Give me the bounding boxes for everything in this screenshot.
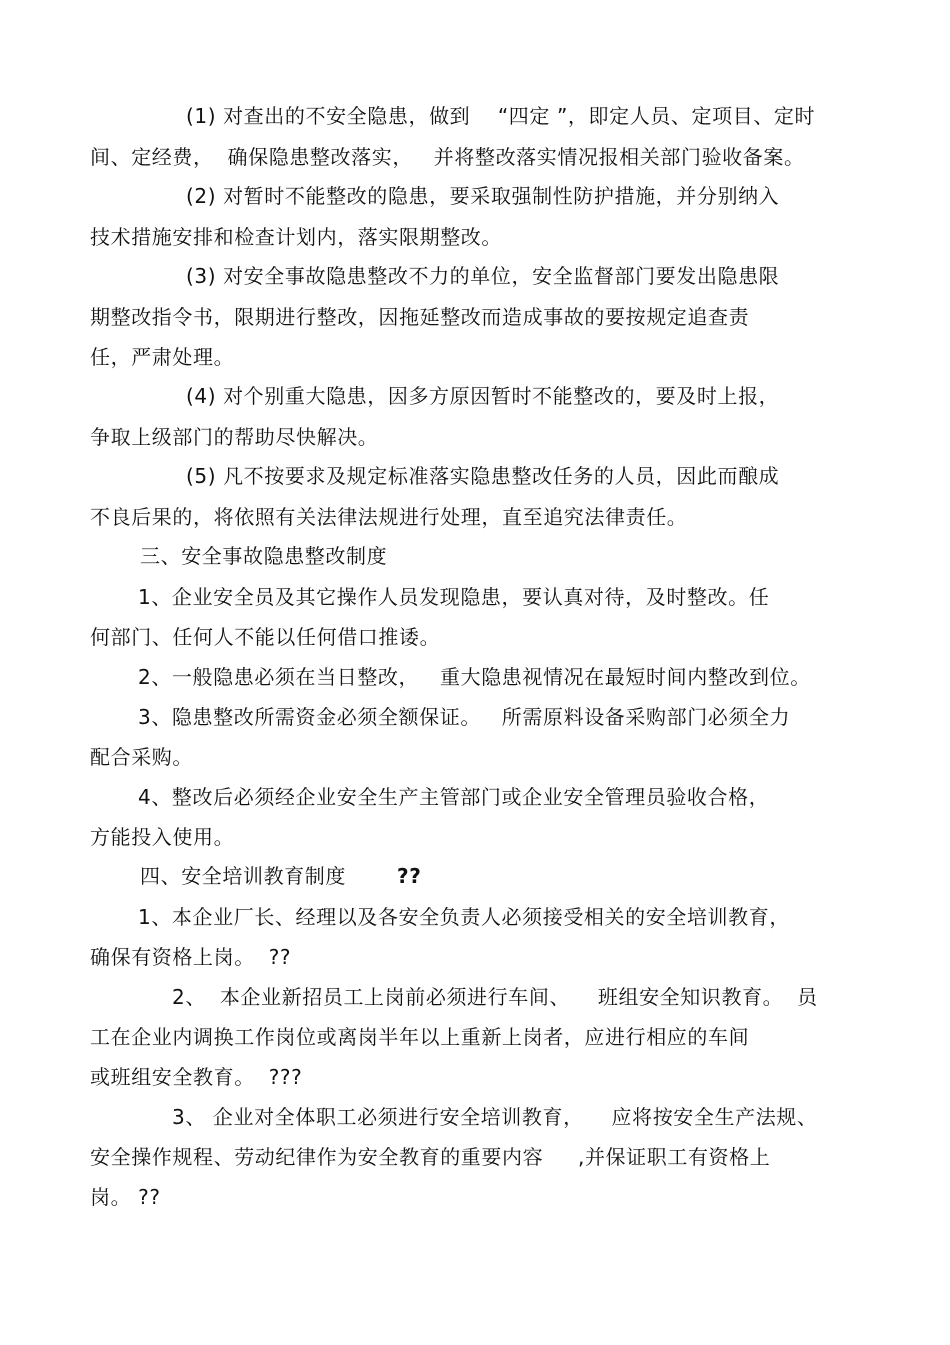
- text-line: 工在企业内调换工作岗位或离岗半年以上重新上岗者，应进行相应的车间: [90, 1025, 750, 1049]
- text-line: (4) 对个别重大隐患，因多方原因暂时不能整改的，要及时上报，: [186, 384, 780, 408]
- text-line: 3、 企业对全体职工必须进行安全培训教育， 应将按安全生产法规、: [172, 1105, 818, 1129]
- text-line: 岗。 ??: [90, 1185, 161, 1209]
- text-line: (1) 对查出的不安全隐患，做到 “四定 ”，即定人员、定项目、定时: [186, 104, 816, 128]
- section-heading: 三、安全事故隐患整改制度: [140, 544, 388, 568]
- text-line: 方能投入使用。: [90, 825, 235, 849]
- text-line: 2、 本企业新招员工上岗前必须进行车间、 班组安全知识教育。 员: [172, 985, 818, 1009]
- text-line: 1、本企业厂长、经理以及各安全负责人必须接受相关的安全培训教育，: [138, 905, 790, 929]
- text-line: 期整改指令书，限期进行整改，因拖延整改而造成事故的要按规定追查责: [90, 305, 750, 329]
- text-line: (5) 凡不按要求及规定标准落实隐患整改任务的人员，因此而酿成: [186, 464, 780, 488]
- text-line: 4、整改后必须经企业安全生产主管部门或企业安全管理员验收合格，: [138, 785, 770, 809]
- text-line: 间、定经费， 确保隐患整改落实， 并将整改落实情况报相关部门验收备案。: [90, 145, 805, 169]
- text-line: 争取上级部门的帮助尽快解决。: [90, 425, 379, 449]
- text-line: 3、隐患整改所需资金必须全额保证。 所需原料设备采购部门必须全力: [138, 705, 791, 729]
- text-line: 2、一般隐患必须在当日整改， 重大隐患视情况在最短时间内整改到位。: [138, 665, 811, 689]
- text-line: 不良后果的，将依照有关法律法规进行处理，直至追究法律责任。: [90, 505, 688, 529]
- text-line: 技术措施安排和检查计划内，落实限期整改。: [90, 225, 502, 249]
- text-line: (3) 对安全事故隐患整改不力的单位，安全监督部门要发出隐患限: [186, 264, 780, 288]
- section-heading: 四、安全培训教育制度: [140, 864, 346, 888]
- text-line: (2) 对暂时不能整改的隐患，要采取强制性防护措施，并分别纳入: [186, 184, 780, 208]
- text-line: 任，严肃处理。: [90, 345, 235, 369]
- text-line: 1、企业安全员及其它操作人员发现隐患，要认真对待，及时整改。任: [138, 585, 770, 609]
- text-line: 安全操作规程、劳动纪律作为安全教育的重要内容 ,并保证职工有资格上: [90, 1145, 771, 1169]
- text-line: 何部门、任何人不能以任何借口推诿。: [90, 625, 441, 649]
- unknown-glyph-mark: ??: [397, 864, 422, 888]
- text-line: 确保有资格上岗。 ??: [90, 945, 292, 969]
- text-line: 配合采购。: [90, 745, 193, 769]
- text-line: 或班组安全教育。 ???: [90, 1065, 303, 1089]
